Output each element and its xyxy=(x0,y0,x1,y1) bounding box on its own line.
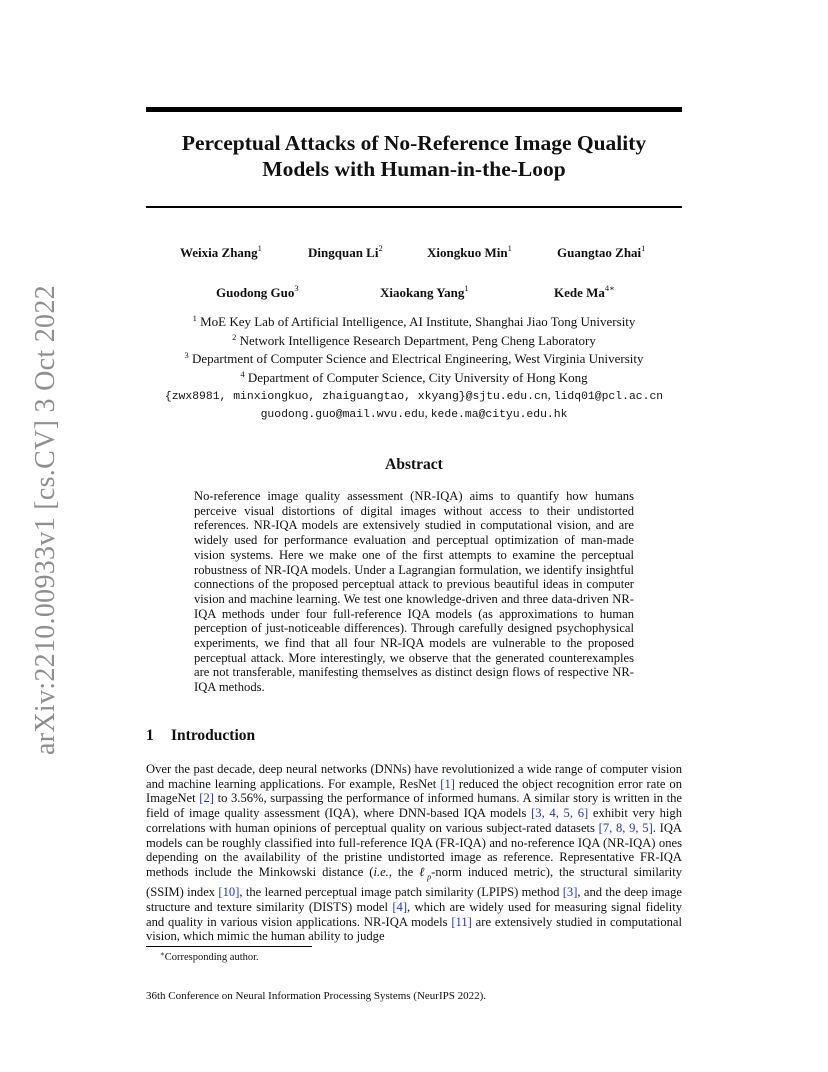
paper-title xyxy=(146,130,682,182)
citation-link[interactable]: [2] xyxy=(199,791,214,806)
email: lidq01@pcl.ac.cn xyxy=(553,391,664,403)
title-line-2: Models with Human-in-the-Loop xyxy=(262,157,566,181)
affiliations xyxy=(146,311,682,385)
introduction-paragraph: Over the past decade, deep neural networks (DNNs) have revolutionized a wide range of computer vision and machine learning applications. For example, ResNet [1] reduced the object recognition error rate on ImageNet [2] to 3.56%, surpassing the performance of informed humans. A similar story is written in the field of image quality assessment (IQA), where DNN-based IQA models [3, 4, 5, 6] exhibit very high correlations with human opinions of perceptual quality on various subject-rated datasets [7, 8, 9, 5]. IQA models can be roughly classified into full-reference IQA (FR-IQA) and no-reference IQA (NR-IQA) ones depending on the availability of the pristine undistorted image as reference. Representative FR-IQA methods include the Minkowski distance (i.e., the ℓ$_p$-norm induced metric), the structural similarity (SSIM) index [10], the learned perceptual image patch similarity (LPIPS) method [3], and the deep image structure and texture similarity (DISTS) model [4], which are widely used for measuring signal fidelity and quality in various vision applications. NR-IQA models [11] are extensively studied in computational vision, which mimic the human ability to judge xyxy=(146,762,683,944)
section-number: 1 xyxy=(146,727,154,744)
affiliation: $^2$ Network Intelligence Research Department, Peng Cheng Laboratory xyxy=(232,331,596,348)
citation-link[interactable]: [10] xyxy=(218,885,240,900)
citation-link[interactable]: [3] xyxy=(562,885,578,900)
section-title: Introduction xyxy=(171,727,256,744)
citation-link[interactable]: [7, 8, 9, 5] xyxy=(598,820,653,835)
author: Guodong Guo$^3$ xyxy=(216,283,299,300)
email-group: {zwx8981, minxiongkuo, zhaiguangtao, xkyang}@sjtu.edu.cn xyxy=(164,391,548,403)
author: Weixia Zhang$^1$ xyxy=(180,243,262,260)
title-top-rule xyxy=(146,107,682,112)
footnote-rule xyxy=(146,946,312,947)
author: Xiaokang Yang$^1$ xyxy=(380,283,469,300)
author: Dingquan Li$^2$ xyxy=(308,243,383,260)
affiliation: $^3$ Department of Computer Science and Electrical Engineering, West Virginia University xyxy=(184,350,644,366)
author: Xiongkuo Min$^1$ xyxy=(427,243,512,260)
conference-note: 36th Conference on Neural Information Processing Systems (NeurIPS 2022). xyxy=(146,990,487,1002)
abstract-text: No-reference image quality assessment (NR-IQA) aims to quantify how humans perceive visual distortions of digital images without access to their undistorted references. NR-IQA models are extensively studied in computational vision, and are widely used for performance evaluation and perceptual optimization of man-made vision systems. Here we make one of the first attempts to examine the perceptual robustness of NR-IQA models. Under a Lagrangian formulation, we identify insightful connections of the proposed perceptual attack to previous beautiful ideas in computer vision and machine learning. We test one knowledge-driven and three data-driven NR-IQA methods under four full-reference IQA models (as approximations to human perception of just-noticeable differences). Through carefully designed psychophysical experiments, we find that all four NR-IQA models are vulnerable to the proposed perceptual attack. More interestingly, we observe that the generated counterexamples are not transferable, manifesting themselves as distinct design flows of respective NR-IQA methods. xyxy=(194,489,634,695)
arxiv-stamp: arXiv:2210.00933v1 [cs.CV] 3 Oct 2022 xyxy=(30,285,61,755)
citation-link[interactable]: [3, 4, 5, 6] xyxy=(531,806,589,821)
author: Guangtao Zhai$^1$ xyxy=(557,243,646,260)
email: kede.ma@cityu.edu.hk xyxy=(430,409,568,421)
affiliation: $^1$ MoE Key Lab of Artificial Intelligence, AI Institute, Shanghai Jiao Tong University xyxy=(192,313,636,329)
citation-link[interactable]: [11] xyxy=(451,914,472,929)
affiliation: $^4$ Department of Computer Science, City University of Hong Kong xyxy=(240,368,588,385)
title-bottom-rule xyxy=(146,206,682,208)
author-emails: {zwx8981, minxiongkuo, zhaiguangtao, xkyang}@sjtu.edu.cn, lidq01@pcl.ac.cn guodong.guo@mail.wvu.edu, kede.ma@cityu.edu.hk xyxy=(164,388,664,421)
citation-link[interactable]: [1] xyxy=(440,776,455,791)
title-line-1: Perceptual Attacks of No-Reference Image Quality xyxy=(181,131,647,155)
abstract-heading: Abstract xyxy=(385,456,443,473)
citation-link[interactable]: [4] xyxy=(392,899,408,914)
footnote: ∗Corresponding author. xyxy=(160,950,259,963)
section-heading xyxy=(146,727,255,745)
author: Kede $Ma^{4∗}$ xyxy=(554,283,615,300)
email: guodong.guo@mail.wvu.edu xyxy=(260,409,425,421)
